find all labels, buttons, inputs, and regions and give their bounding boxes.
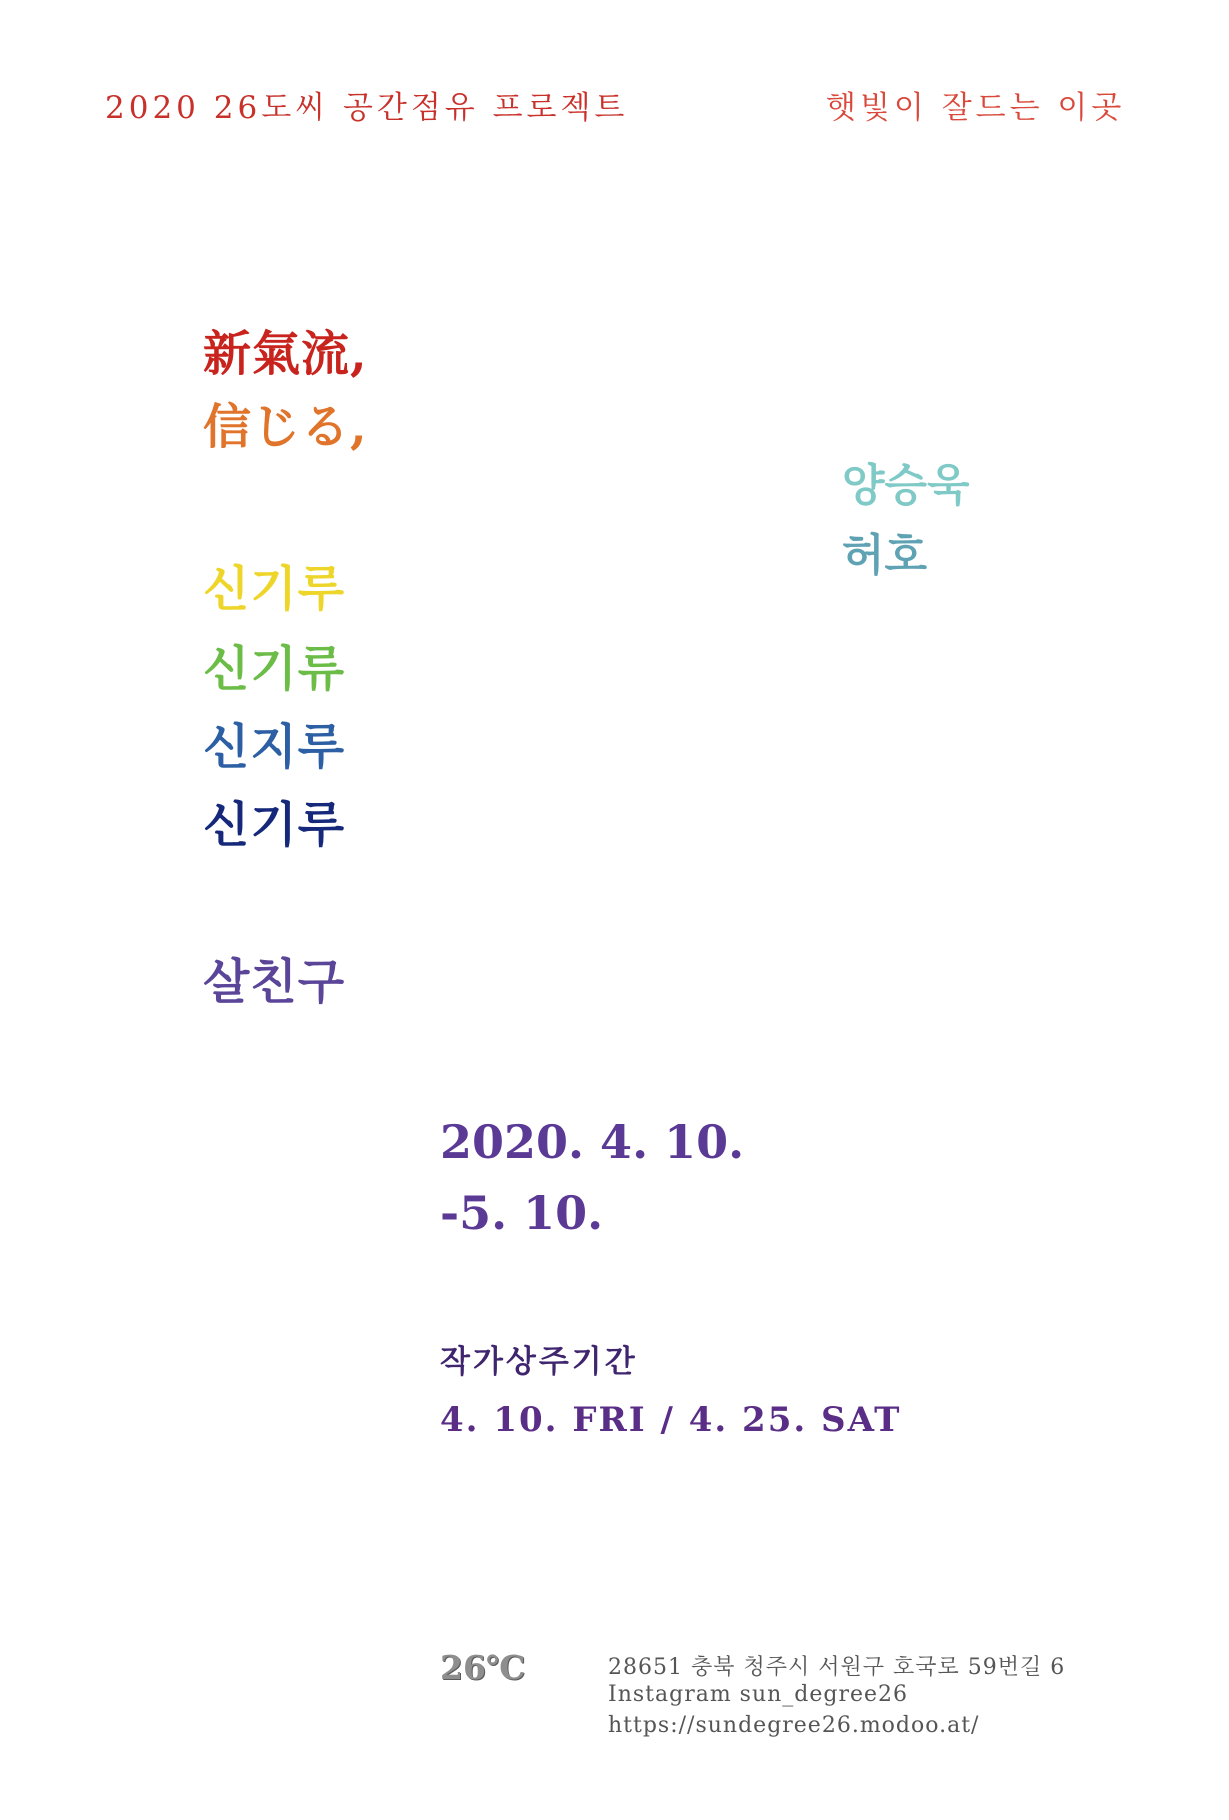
exhibition-start-date: 2020. 4. 10. <box>440 1115 745 1169</box>
residency-dates: 4. 10. FRI / 4. 25. SAT <box>440 1400 902 1440</box>
venue-website[interactable]: https://sundegree26.modoo.at/ <box>608 1713 980 1738</box>
title-line-yellow: 신기루 <box>203 561 346 617</box>
tagline: 햇빛이 잘드는 이곳 <box>826 90 1126 126</box>
title-line-blue: 신지루 <box>203 719 346 775</box>
title-line-japanese: 信じる, <box>203 399 368 455</box>
title-line-green: 신기류 <box>203 641 346 697</box>
residency-label: 작가상주기간 <box>440 1344 638 1380</box>
exhibition-end-date: -5. 10. <box>440 1186 604 1240</box>
venue-logo: 26℃ <box>440 1648 526 1687</box>
artist-name: 허호 <box>842 530 928 581</box>
title-line-purple: 살친구 <box>203 954 346 1010</box>
venue-instagram: Instagram sun_degree26 <box>608 1682 909 1707</box>
venue-address: 28651 충북 청주시 서원구 호국로 59번길 6 <box>608 1655 1066 1680</box>
artist-name: 양승욱 <box>842 460 970 511</box>
project-title: 2020 26도씨 공간점유 프로젝트 <box>105 90 629 126</box>
title-line-chinese: 新氣流, <box>203 326 368 382</box>
title-line-navy: 신기루 <box>203 797 346 853</box>
